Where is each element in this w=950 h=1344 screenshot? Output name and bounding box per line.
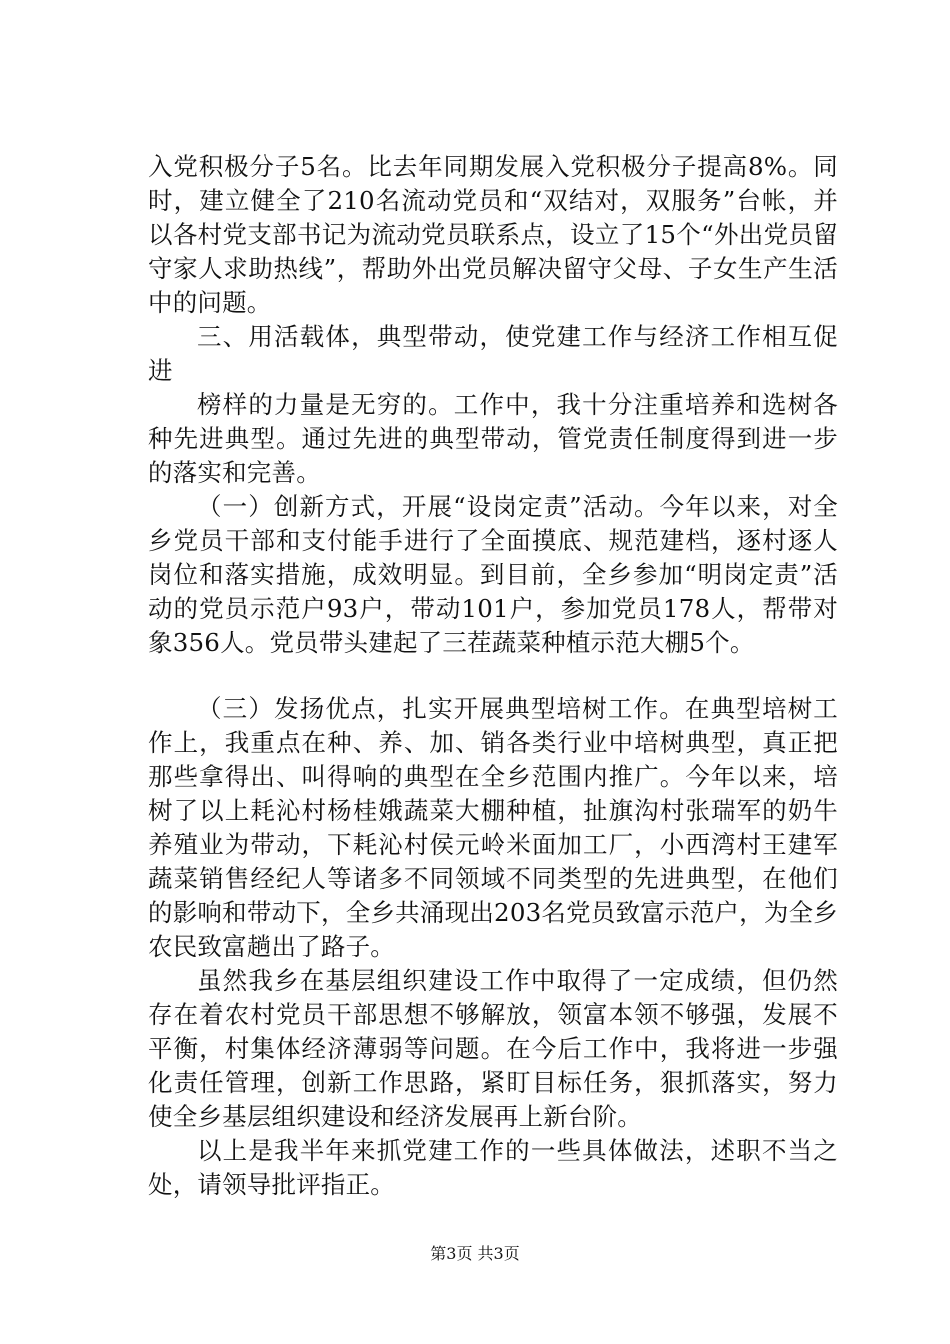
paragraph-continuation: 入党积极分子5名。比去年同期发展入党积极分子提高8%。同时，建立健全了210名流动党员和“双结对，双服务”台帐，并以各村党支部书记为流动党员联系点，设立了15个“外出党员留守家人求助热线”，帮助外出党员解决留守父母、子女生产生活中的问题。	[148, 152, 838, 317]
paragraph-item-three: （三）发扬优点，扎实开展典型培树工作。在典型培树工作上，我重点在种、养、加、销各类行业中培树典型，真正把那些拿得出、叫得响的典型在全乡范围内推广。今年以来，培树了以上耗沁村杨桂娥蔬菜大棚种植，扯旗沟村张瑞军的奶牛养殖业为带动，下耗沁村侯元岭米面加工厂，小西湾村王建军蔬菜销售经纪人等诸多不同领域不同类型的先进典型，在他们的影响和带动下，全乡共涌现出203名党员致富示范户，为全乡农民致富趟出了路子。	[148, 694, 838, 961]
section-heading-three: 三、用活载体，典型带动，使党建工作与经济工作相互促进	[148, 322, 838, 385]
paragraph-role-models: 榜样的力量是无穷的。工作中，我十分注重培养和选树各种先进典型。通过先进的典型带动，管党责任制度得到进一步的落实和完善。	[148, 390, 838, 487]
paragraph-item-one: （一）创新方式，开展“设岗定责”活动。今年以来，对全乡党员干部和支付能手进行了全面摸底、规范建档，逐村逐人岗位和落实措施，成效明显。到目前，全乡参加“明岗定责”活动的党员示范户93户，带动101户，参加党员178人，帮带对象356人。党员带头建起了三茬蔬菜种植示范大棚5个。	[148, 492, 838, 657]
paragraph-shortcomings: 虽然我乡在基层组织建设工作中取得了一定成绩，但仍然存在着农村党员干部思想不够解放，领富本领不够强，发展不平衡，村集体经济薄弱等问题。在今后工作中，我将进一步强化责任管理，创新工作思路，紧盯目标任务，狠抓落实，努力使全乡基层组织建设和经济发展再上新台阶。	[148, 966, 838, 1131]
paragraph-closing: 以上是我半年来抓党建工作的一些具体做法，述职不当之处，请领导批评指正。	[148, 1136, 838, 1199]
page-number-footer: 第3页 共3页	[430, 1244, 520, 1263]
document-body	[148, 150, 838, 1202]
